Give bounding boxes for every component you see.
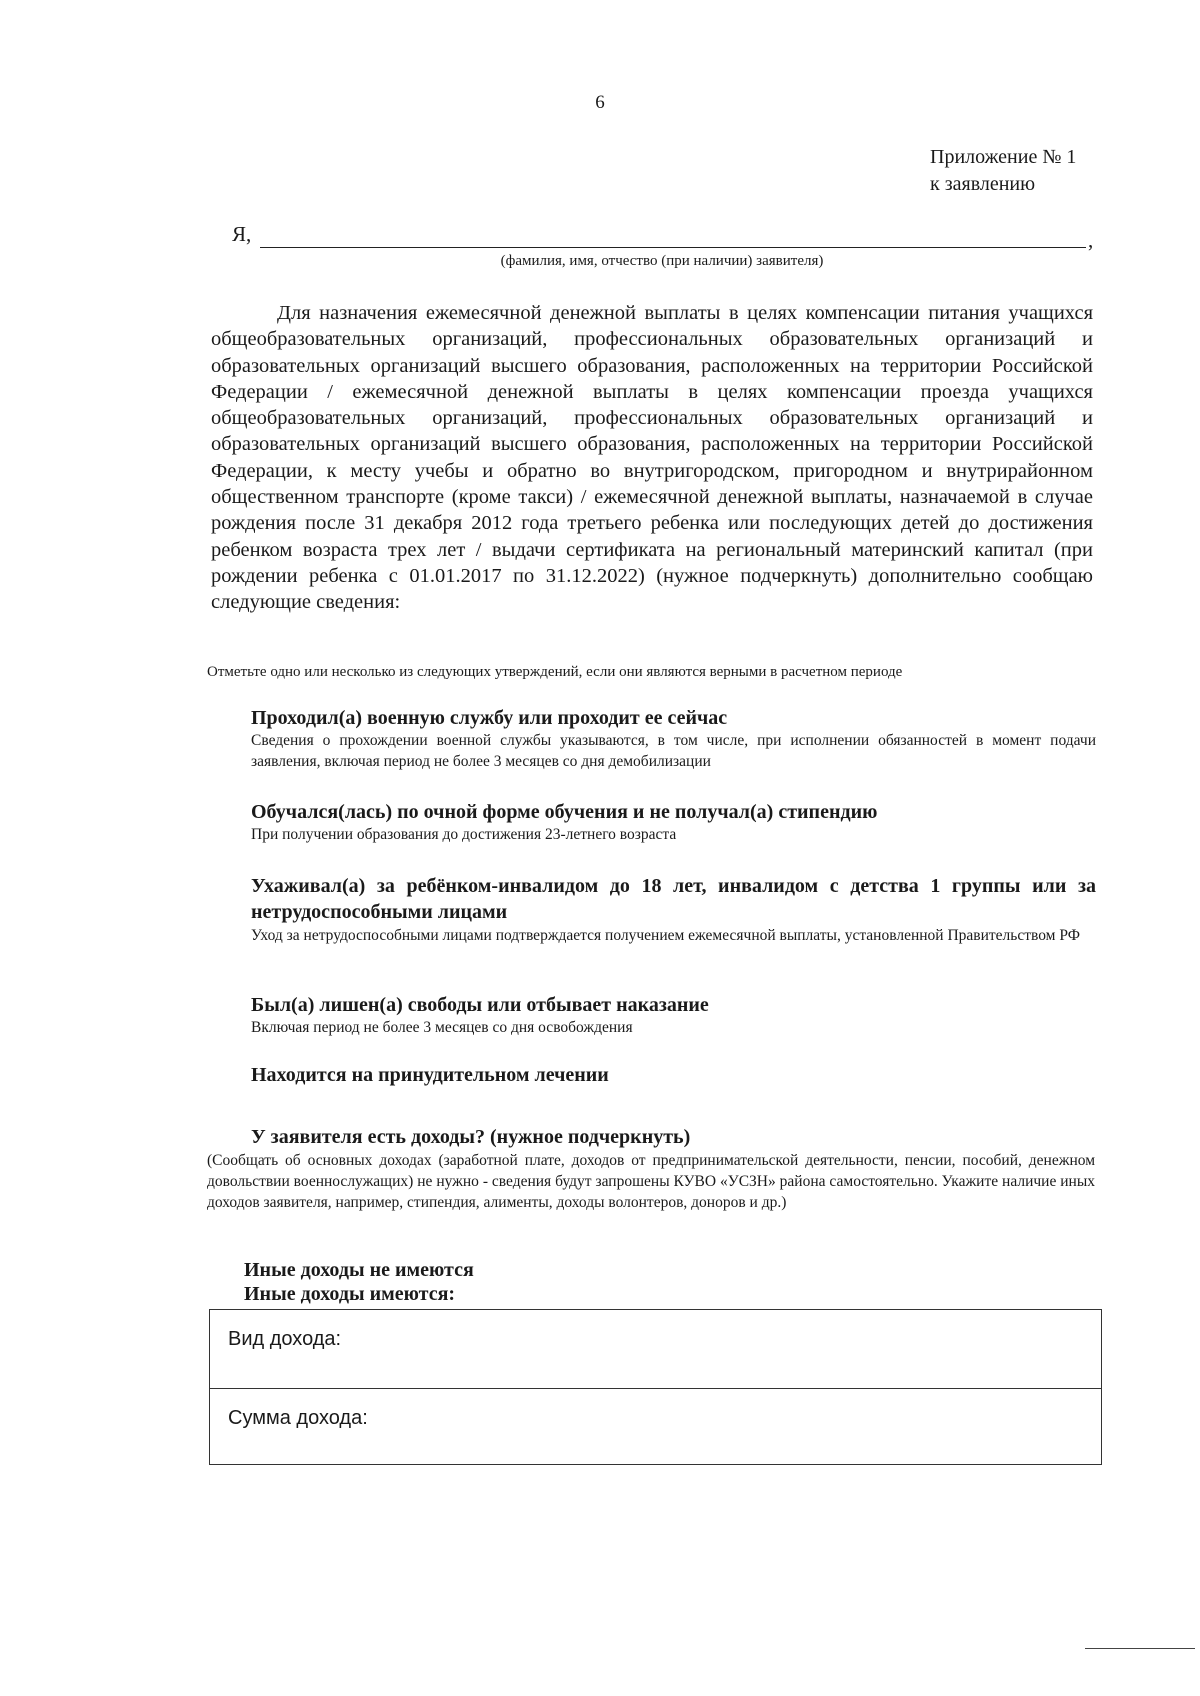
- statement-title: Проходил(а) военную службу или проходит ее сейчас: [251, 707, 728, 729]
- income-option-none[interactable]: Иные доходы не имеются: [244, 1259, 474, 1281]
- income-type-label: Вид дохода:: [228, 1328, 342, 1350]
- applicant-caption: (фамилия, имя, отчество (при наличии) заявителя): [500, 253, 824, 269]
- page-number: 6: [595, 92, 605, 113]
- other-income-table: [209, 1309, 1102, 1465]
- statement-note: При получении образования до достижения 23-летнего возраста: [251, 826, 677, 843]
- income-amount-label: Сумма дохода:: [228, 1407, 368, 1429]
- statement-title: Был(а) лишен(а) свободы или отбывает наказание: [251, 994, 709, 1016]
- income-type-row[interactable]: [210, 1310, 1101, 1388]
- applicant-name-underline: [260, 247, 1086, 248]
- income-amount-row[interactable]: [210, 1388, 1101, 1466]
- applicant-name-field[interactable]: [232, 222, 1094, 252]
- statement-title: Находится на принудительном лечении: [251, 1064, 609, 1086]
- applicant-prefix: Я,: [232, 222, 252, 246]
- statement-compulsory-treatment[interactable]: [251, 1063, 1096, 1087]
- appendix-heading: [930, 144, 1076, 198]
- income-option-yes[interactable]: Иные доходы имеются:: [244, 1283, 456, 1305]
- statement-full-time-study[interactable]: [251, 800, 1096, 845]
- statement-note: Сведения о прохождении военной службы указываются, в том числе, при исполнении обязанностей в момент подачи заявления, включая период не более 3 месяцев со дня демобилизации: [251, 732, 1096, 770]
- footer-rule: [1085, 1648, 1195, 1649]
- statement-note: Включая период не более 3 месяцев со дня освобождения: [251, 1019, 633, 1036]
- statement-care-for-disabled[interactable]: [251, 873, 1096, 946]
- instruction-text: Отметьте одно или несколько из следующих утверждений, если они являются верными в расчетном периоде: [207, 664, 903, 680]
- statement-imprisonment[interactable]: [251, 993, 1096, 1038]
- statement-military-service[interactable]: [251, 706, 1096, 772]
- income-question: У заявителя есть доходы? (нужное подчеркнуть): [251, 1126, 691, 1148]
- appendix-line-2: к заявлению: [930, 173, 1036, 195]
- intro-paragraph: Для назначения ежемесячной денежной выплаты в целях компенсации питания учащихся общеобразовательных организаций, профессиональных образовательных организаций и образовательных организаций высшего образования, расположенных на территории Российской Федерации / ежемесячной денежной выплаты в целях компенсации проезда учащихся общеобразовательных организаций, профессиональных образовательных организаций и образовательных организаций высшего образования, расположенных на территории Российской Федерации, к месту учебы и обратно во внутригородском, пригородном и внутрирайонном общественном транспорте (кроме такси) / ежемесячной денежной выплаты, назначаемой в случае рождения после 31 декабря 2012 года третьего ребенка или последующих детей до достижения ребенком возраста трех лет / выдачи сертификата на региональный материнский капитал (при рождении ребенка с 01.01.2017 по 31.12.2022) (нужное подчеркнуть) дополнительно сообщаю следующие сведения:: [211, 302, 1093, 614]
- statement-title: Обучался(лась) по очной форме обучения и не получал(а) стипендию: [251, 801, 878, 823]
- statement-title: Ухаживал(а) за ребёнком-инвалидом до 18 лет, инвалидом с детства 1 группы или за нетрудоспособными лицами: [251, 875, 1096, 923]
- income-note: (Сообщать об основных доходах (заработной плате, доходов от предпринимательской деятельности, пенсии, пособий, денежном довольствии военнослужащих) не нужно - сведения будут запрошены КУВО «УСЗН» района самостоятельно. Укажите наличие иных доходов заявителя, например, стипендия, алименты, доходы волонтеров, доноров и др.): [207, 1152, 1095, 1211]
- applicant-suffix: ,: [1088, 228, 1094, 252]
- appendix-line-1: Приложение № 1: [930, 146, 1077, 168]
- statement-note: Уход за нетрудоспособными лицами подтверждается получением ежемесячной выплаты, установленной Правительством РФ: [251, 927, 1080, 944]
